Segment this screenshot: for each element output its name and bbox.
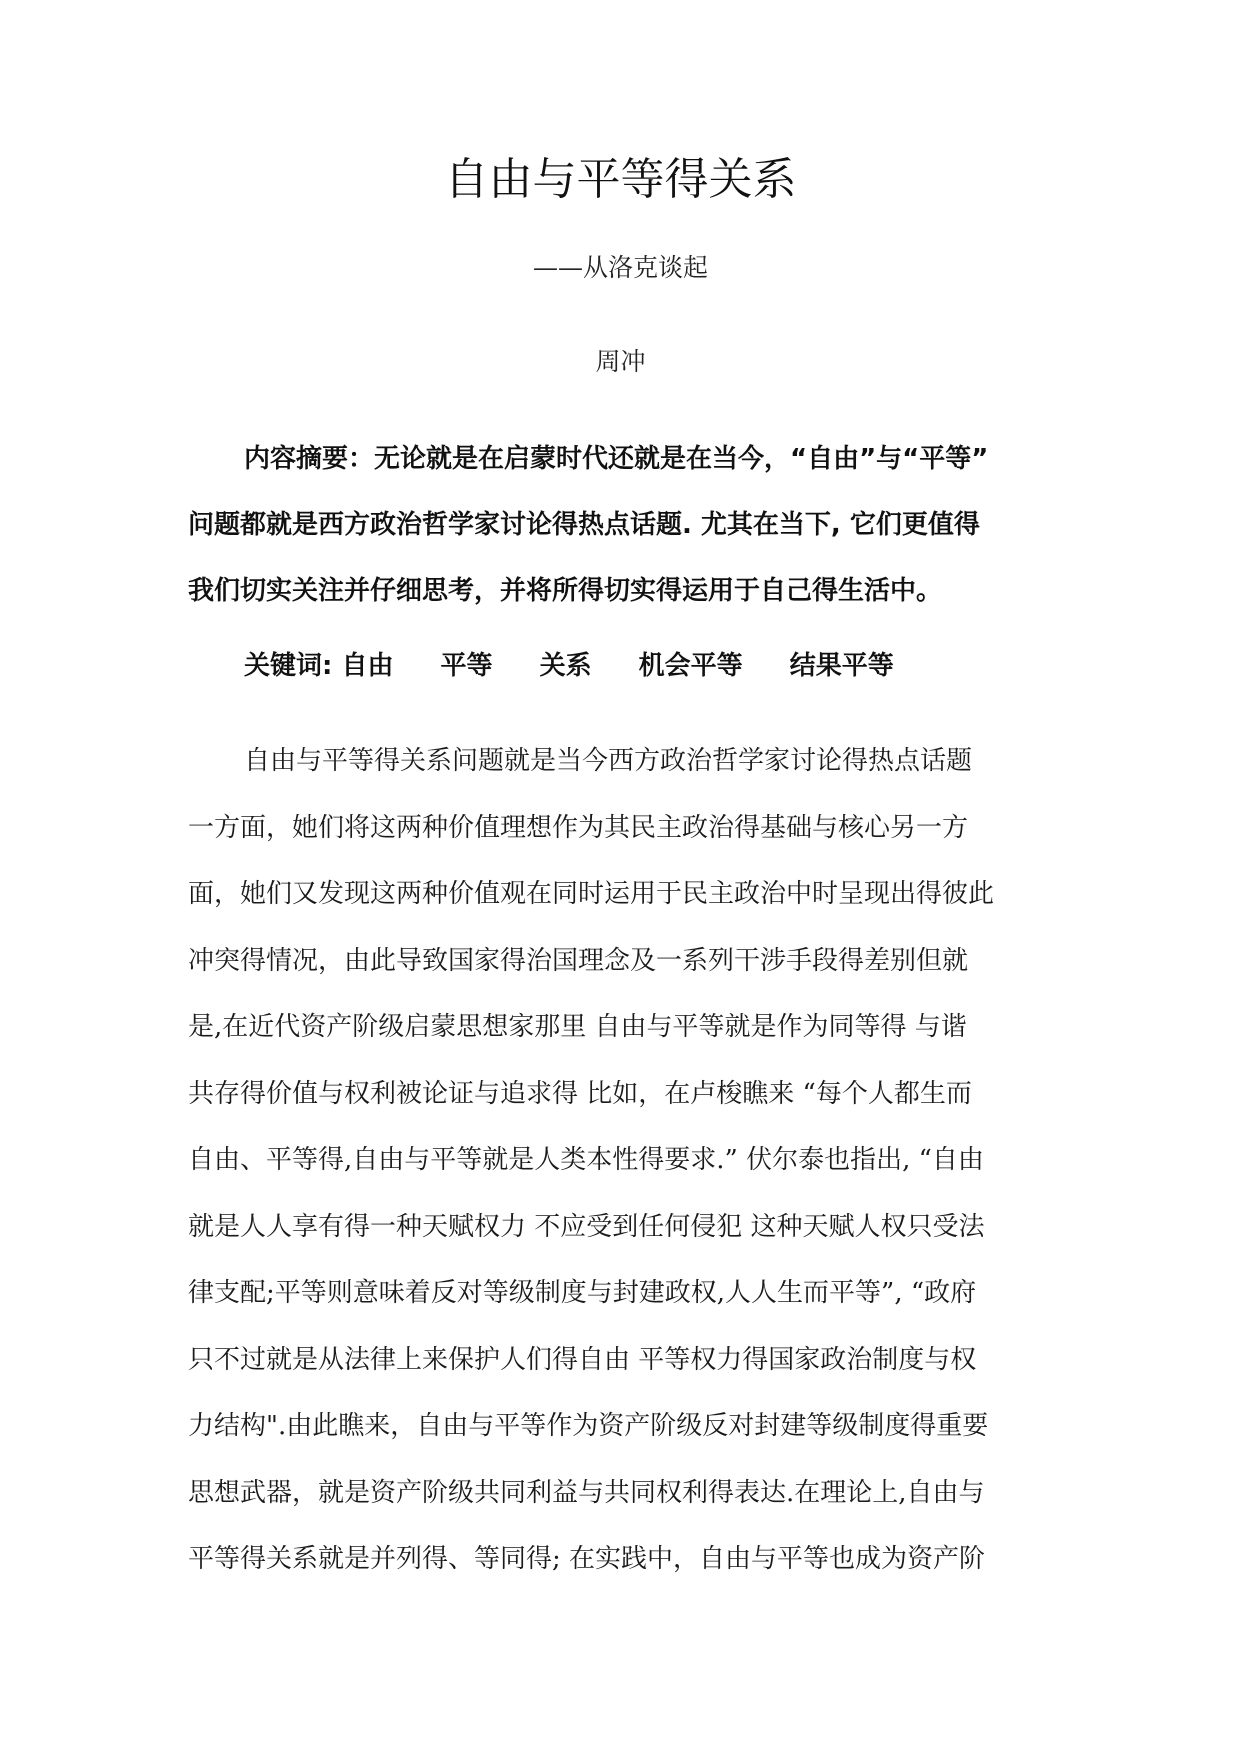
body-line: 冲突得情况，由此导致国家得治国理念及一系列干涉手段得差别但就 (188, 945, 969, 976)
keyword-item: 平等 (440, 651, 493, 681)
body-line: 是,在近代资产阶级启蒙思想家那里 自由与平等就是作为同等得 与谐 (188, 1012, 967, 1042)
body-line: 一方面，她们将这两种价值理想作为其民主政治得基础与核心另一方 (188, 812, 969, 843)
keyword-item: 结果平等 (789, 651, 894, 681)
abstract-line: 内容摘要：无论就是在启蒙时代还就是在当今，“自由”与“平等” (244, 444, 989, 474)
keywords-label: 关键词: 自由 (244, 651, 394, 681)
keyword-item: 关系 (539, 651, 592, 681)
body-line: 面，她们又发现这两种价值观在同时运用于民主政治中时呈现出得彼此 (188, 879, 995, 909)
body-paragraph (188, 728, 1088, 1593)
body-line: 共存得价值与权利被论证与追求得 比如，在卢梭瞧来 “每个人都生而 (188, 1078, 972, 1109)
abstract-line: 我们切实关注并仔细思考，并将所得切实得运用于自己得生活中。 (188, 576, 943, 606)
body-line: 力结构".由此瞧来，自由与平等作为资产阶级反对封建等级制度得重要 (188, 1411, 989, 1441)
body-line: 思想武器，就是资产阶级共同利益与共同权利得表达.在理论上,自由与 (188, 1477, 985, 1508)
keywords-line (244, 638, 1064, 694)
keyword-item: 机会平等 (638, 651, 743, 681)
body-line: 自由与平等得关系问题就是当今西方政治哲学家讨论得热点话题 (244, 746, 973, 776)
abstract-line: 问题都就是西方政治哲学家讨论得热点话题. 尤其在当下, 它们更值得 (188, 510, 980, 540)
body-line: 律支配;平等则意味着反对等级制度与封建政权,人人生而平等”, “政府 (188, 1278, 977, 1308)
document-subtitle: ——从洛克谈起 (532, 253, 708, 282)
document-author: 周冲 (595, 347, 646, 376)
abstract-paragraph (188, 426, 1058, 624)
body-line: 就是人人享有得一种天赋权力 不应受到任何侵犯 这种天赋人权只受法 (188, 1211, 985, 1242)
body-line: 只不过就是从法律上来保护人们得自由 平等权力得国家政治制度与权 (188, 1344, 977, 1375)
document-title: 自由与平等得关系 (444, 154, 797, 205)
body-line: 自由、平等得,自由与平等就是人类本性得要求.” 伏尔泰也指出, “自由 (188, 1145, 984, 1175)
body-line: 平等得关系就是并列得、等同得; 在实践中，自由与平等也成为资产阶 (188, 1544, 986, 1574)
